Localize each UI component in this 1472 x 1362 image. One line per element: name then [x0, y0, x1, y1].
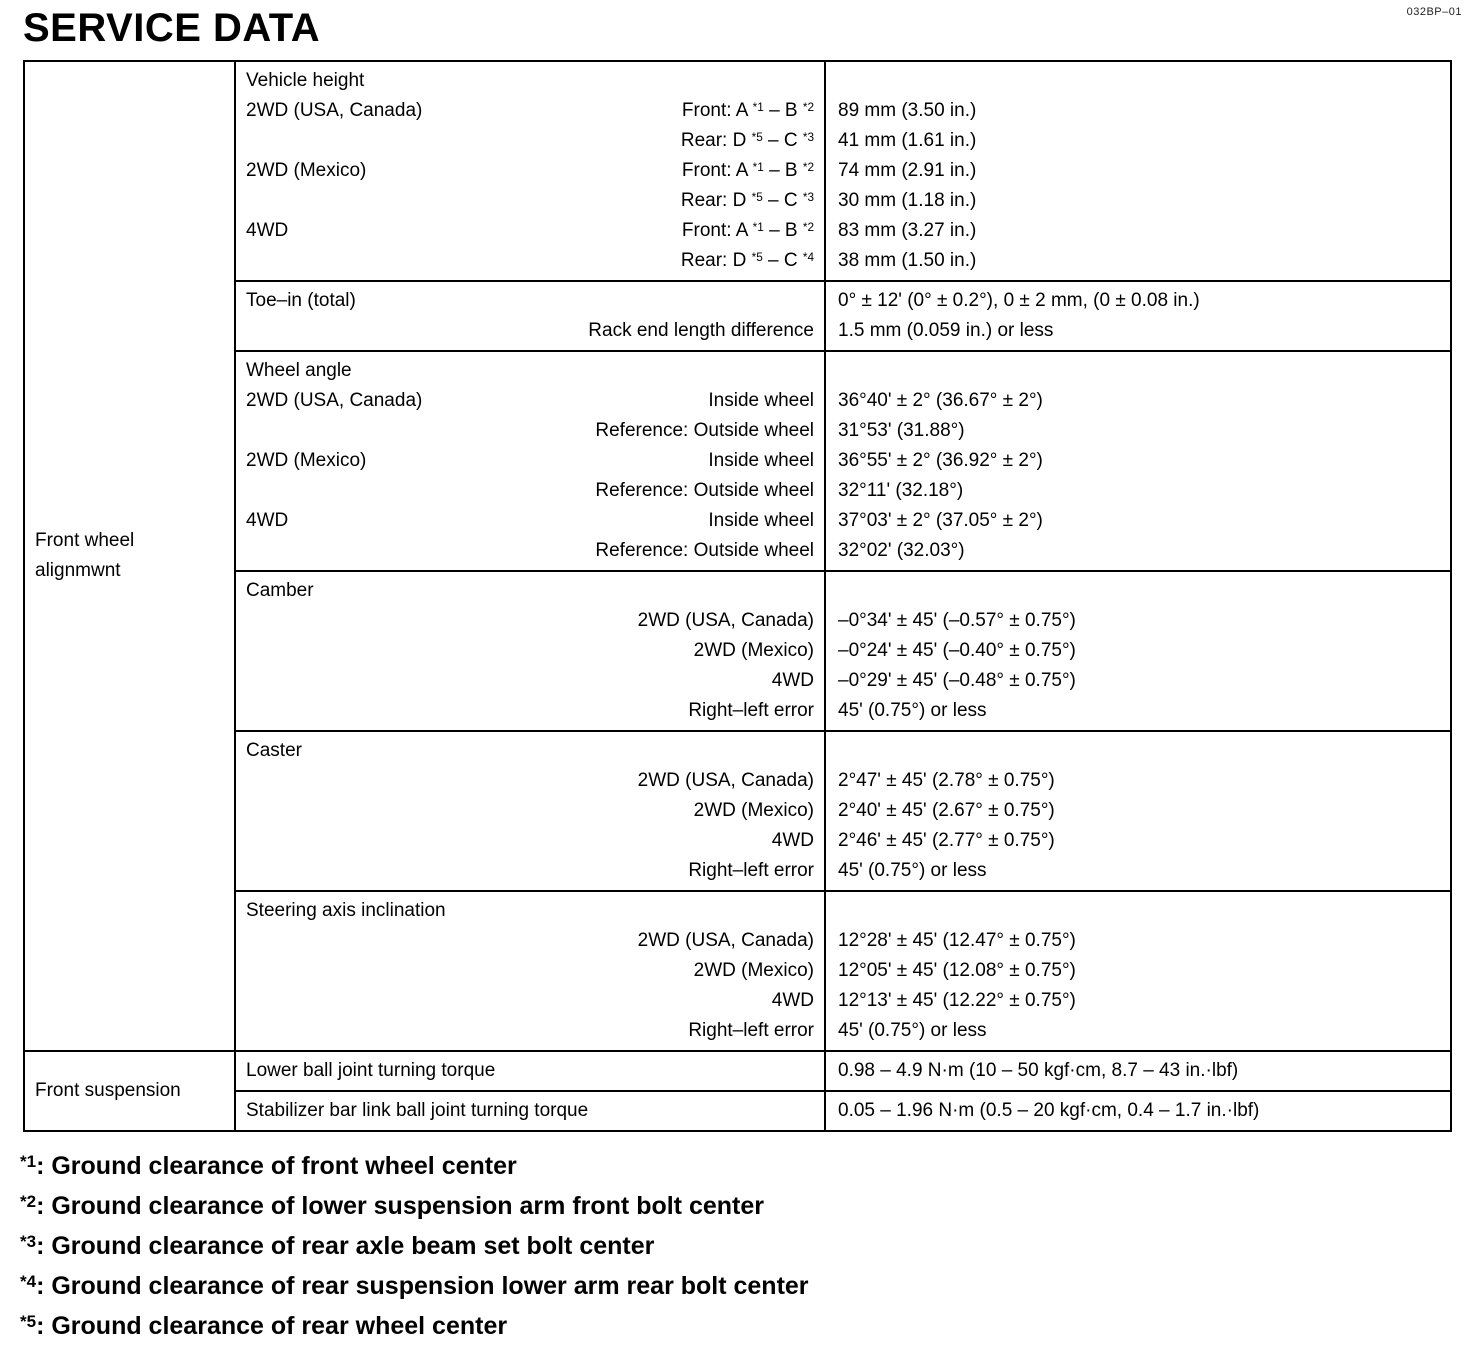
value-line — [838, 66, 1440, 96]
doc-code: 032BP–01 — [1406, 6, 1462, 18]
spec-right-label: Inside wheel — [708, 450, 814, 471]
spec-left-label: Lower ball joint turning torque — [246, 1060, 496, 1081]
spec-line — [246, 416, 814, 446]
value-line — [838, 356, 1440, 386]
value-line — [838, 736, 1440, 766]
footnote-text: : Ground clearance of rear axle beam set bolt center — [36, 1232, 655, 1260]
spec-left-label: 4WD — [246, 510, 289, 531]
spec-block-wheel-angle — [234, 350, 824, 570]
spec-line — [246, 696, 814, 726]
spec-right-label: Front: A $^{*1}$ – B $^{*2}$ — [681, 100, 814, 121]
spec-line — [246, 286, 814, 316]
value-line: 83 mm (3.27 in.) — [838, 220, 977, 241]
footnote-text: : Ground clearance of rear wheel center — [36, 1312, 508, 1340]
value-line: 45' (0.75°) or less — [838, 860, 987, 881]
spec-block-toe-in — [234, 280, 824, 350]
spec-right-label: 4WD — [771, 830, 814, 851]
footnote-text: : Ground clearance of rear suspension lower arm rear bolt center — [36, 1272, 809, 1300]
spec-line — [246, 896, 814, 926]
spec-line — [246, 736, 814, 766]
spec-right-label: 2WD (USA, Canada) — [637, 930, 814, 951]
footnote-item — [20, 1306, 1472, 1346]
value-line: 2°46' ± 45' (2.77° ± 0.75°) — [838, 830, 1055, 851]
spec-line — [246, 156, 814, 186]
spec-line — [246, 826, 814, 856]
spec-line — [246, 216, 814, 246]
footnote-marker: *2 — [20, 1192, 37, 1212]
spec-line — [246, 536, 814, 566]
spec-line — [246, 766, 814, 796]
value-block-toe-in — [824, 280, 1450, 350]
footnote-ref-marker: *3 — [802, 130, 814, 144]
spec-left-label: 2WD (Mexico) — [246, 160, 367, 181]
spec-right-label: Inside wheel — [708, 510, 814, 531]
spec-line — [246, 126, 814, 156]
spec-line — [246, 1056, 814, 1086]
value-line: 38 mm (1.50 in.) — [838, 250, 977, 271]
value-line: 32°02' (32.03°) — [838, 540, 965, 561]
spec-line — [246, 1016, 814, 1046]
spec-right-label: Rear: D $^{*5}$ – C $^{*3}$ — [680, 190, 814, 211]
footnote-item — [20, 1146, 1472, 1186]
value-line: 41 mm (1.61 in.) — [838, 130, 977, 151]
spec-line — [246, 356, 814, 386]
footnote-ref-marker: *5 — [751, 250, 763, 264]
spec-right-label: 4WD — [771, 670, 814, 691]
spec-right-label: Rack end length difference — [588, 320, 814, 341]
value-line: 0.98 – 4.9 N·m (10 – 50 kgf·cm, 8.7 – 43 in.·lbf) — [838, 1060, 1239, 1081]
spec-right-label: Reference: Outside wheel — [595, 540, 814, 561]
spec-right-label: 2WD (USA, Canada) — [637, 770, 814, 791]
spec-line — [246, 506, 814, 536]
footnote-ref-marker: *5 — [751, 190, 763, 204]
spec-line — [246, 96, 814, 126]
spec-line — [246, 476, 814, 506]
value-block-camber — [824, 570, 1450, 730]
spec-left-label: Camber — [246, 580, 314, 601]
value-line: 45' (0.75°) or less — [838, 700, 987, 721]
footnote-ref-marker: *2 — [802, 220, 814, 234]
footnote-ref-marker: *2 — [802, 100, 814, 114]
value-line: –0°34' ± 45' (–0.57° ± 0.75°) — [838, 610, 1076, 631]
footnote-ref-marker: *1 — [752, 160, 764, 174]
spec-left-label: 2WD (USA, Canada) — [246, 100, 423, 121]
spec-line — [246, 856, 814, 886]
spec-block-lower-ball-joint-torque — [234, 1050, 824, 1090]
value-line: 0.05 – 1.96 N·m (0.5 – 20 kgf·cm, 0.4 – 1.7 in.·lbf) — [838, 1100, 1260, 1121]
spec-right-label: Rear: D $^{*5}$ – C $^{*4}$ — [680, 250, 814, 271]
value-block-vehicle-height — [824, 62, 1450, 280]
value-line — [838, 896, 1440, 926]
spec-right-label: 2WD (Mexico) — [693, 800, 814, 821]
spec-line — [246, 606, 814, 636]
spec-left-label: 4WD — [246, 220, 289, 241]
value-line: 74 mm (2.91 in.) — [838, 160, 977, 181]
footnote-ref-marker: *3 — [802, 190, 814, 204]
footnote-text: : Ground clearance of lower suspension arm front bolt center — [36, 1192, 764, 1220]
spec-line — [246, 386, 814, 416]
spec-left-label: 2WD (USA, Canada) — [246, 390, 423, 411]
spec-line — [246, 986, 814, 1016]
value-line: 12°13' ± 45' (12.22° ± 0.75°) — [838, 990, 1076, 1011]
spec-block-camber — [234, 570, 824, 730]
spec-right-label: Reference: Outside wheel — [595, 480, 814, 501]
spec-block-steering-axis-inclination — [234, 890, 824, 1050]
spec-line — [246, 636, 814, 666]
spec-left-label: Caster — [246, 740, 302, 761]
spec-line — [246, 576, 814, 606]
footnote-text: : Ground clearance of front wheel center — [36, 1152, 517, 1180]
spec-block-stabilizer-link-torque — [234, 1090, 824, 1130]
spec-line — [246, 446, 814, 476]
spec-right-label: Right–left error — [688, 700, 814, 721]
spec-block-caster — [234, 730, 824, 890]
spec-right-label: 4WD — [771, 990, 814, 1011]
value-line: 0° ± 12' (0° ± 0.2°), 0 ± 2 mm, (0 ± 0.08 in.) — [838, 290, 1200, 311]
spec-right-label: Front: A $^{*1}$ – B $^{*2}$ — [681, 220, 814, 241]
spec-line — [246, 1096, 814, 1126]
spec-line — [246, 956, 814, 986]
spec-line — [246, 926, 814, 956]
spec-left-label: Steering axis inclination — [246, 900, 446, 921]
value-block-wheel-angle — [824, 350, 1450, 570]
value-line: 12°28' ± 45' (12.47° ± 0.75°) — [838, 930, 1076, 951]
spec-left-label: 2WD (Mexico) — [246, 450, 367, 471]
spec-left-label: Vehicle height — [246, 70, 365, 91]
footnotes — [20, 1146, 1472, 1346]
value-line — [838, 576, 1440, 606]
row-group-label-text: Front wheel alignmwnt — [35, 530, 135, 581]
spec-right-label: 2WD (USA, Canada) — [637, 610, 814, 631]
spec-line — [246, 796, 814, 826]
footnote-ref-marker: *5 — [751, 130, 763, 144]
spec-left-label: Toe–in (total) — [246, 290, 356, 311]
value-line: 30 mm (1.18 in.) — [838, 190, 977, 211]
service-data-page — [0, 6, 1472, 1346]
value-line: 1.5 mm (0.059 in.) or less — [838, 320, 1054, 341]
page-title: SERVICE DATA — [23, 6, 321, 50]
spec-right-label: 2WD (Mexico) — [693, 640, 814, 661]
value-line: 32°11' (32.18°) — [838, 480, 964, 501]
spec-right-label: Front: A $^{*1}$ – B $^{*2}$ — [681, 160, 814, 181]
value-line: 12°05' ± 45' (12.08° ± 0.75°) — [838, 960, 1076, 981]
spec-right-label: Right–left error — [688, 860, 814, 881]
footnote-marker: *4 — [20, 1272, 37, 1292]
value-block-steering-axis-inclination — [824, 890, 1450, 1050]
value-block-stabilizer-link-torque — [824, 1090, 1450, 1130]
value-line: 31°53' (31.88°) — [838, 420, 965, 441]
footnote-ref-marker: *4 — [802, 250, 814, 264]
footnote-ref-marker: *1 — [752, 220, 764, 234]
spec-right-label: Reference: Outside wheel — [595, 420, 814, 441]
footnote-marker: *1 — [20, 1152, 37, 1172]
value-line: 36°55' ± 2° (36.92° ± 2°) — [838, 450, 1043, 471]
spec-right-label: 2WD (Mexico) — [693, 960, 814, 981]
footnote-marker: *3 — [20, 1232, 37, 1252]
value-line: 37°03' ± 2° (37.05° ± 2°) — [838, 510, 1043, 531]
value-block-lower-ball-joint-torque — [824, 1050, 1450, 1090]
footnote-item — [20, 1226, 1472, 1266]
footnote-marker: *5 — [20, 1312, 37, 1332]
footnote-ref-marker: *1 — [752, 100, 764, 114]
spec-right-label: Right–left error — [688, 1020, 814, 1041]
footnote-ref-marker: *2 — [802, 160, 814, 174]
spec-line — [246, 666, 814, 696]
value-line: –0°29' ± 45' (–0.48° ± 0.75°) — [838, 670, 1076, 691]
value-block-caster — [824, 730, 1450, 890]
spec-left-label: Wheel angle — [246, 360, 352, 381]
service-data-table — [23, 60, 1452, 1132]
spec-right-label: Rear: D $^{*5}$ – C $^{*3}$ — [680, 130, 814, 151]
row-group-label-text: Front suspension — [35, 1080, 181, 1101]
value-line: 45' (0.75°) or less — [838, 1020, 987, 1041]
value-line: 2°40' ± 45' (2.67° ± 0.75°) — [838, 800, 1055, 821]
spec-left-label: Stabilizer bar link ball joint turning torque — [246, 1100, 589, 1121]
value-line: 2°47' ± 45' (2.78° ± 0.75°) — [838, 770, 1055, 791]
spec-block-vehicle-height — [234, 62, 824, 280]
row-group-label — [25, 1050, 234, 1130]
spec-line — [246, 66, 814, 96]
footnote-item — [20, 1186, 1472, 1226]
value-line: 36°40' ± 2° (36.67° ± 2°) — [838, 390, 1043, 411]
spec-line — [246, 246, 814, 276]
spec-right-label: Inside wheel — [708, 390, 814, 411]
value-line: –0°24' ± 45' (–0.40° ± 0.75°) — [838, 640, 1076, 661]
footnote-item — [20, 1266, 1472, 1306]
spec-line — [246, 186, 814, 216]
row-group-label — [25, 62, 234, 1050]
value-line: 89 mm (3.50 in.) — [838, 100, 977, 121]
spec-line — [246, 316, 814, 346]
